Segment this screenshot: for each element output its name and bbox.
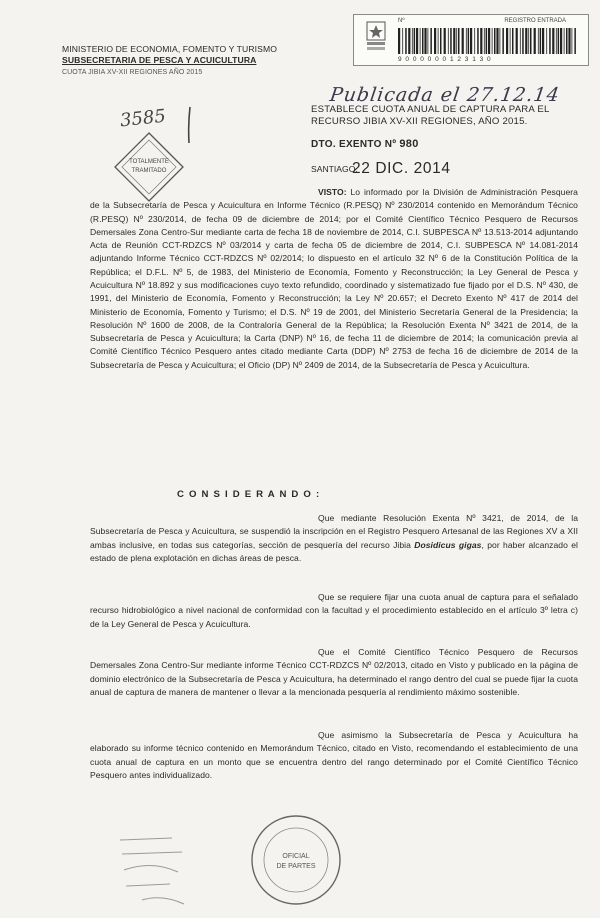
signature-icon bbox=[112, 820, 232, 910]
subsecretaria-name: SUBSECRETARIA DE PESCA Y ACUICULTURA bbox=[62, 55, 257, 65]
considerando-item-3 bbox=[90, 646, 578, 699]
decree-number: 980 bbox=[399, 138, 419, 150]
considerando-item-4 bbox=[90, 729, 578, 782]
decree-number-line bbox=[311, 138, 419, 150]
considerando-text-2: Que se requiere fijar una cuota anual de captura para el señalado recurso hidrobiológico a nivel nacional de conformidad con la facultad y el procedimiento establecido en el artículo 3º letra c) de la Ley General de Pesca y Acuicultura. bbox=[90, 592, 578, 629]
considerando-item-2 bbox=[90, 591, 578, 631]
considerando-heading: C O N S I D E R A N D O : bbox=[177, 489, 321, 500]
considerando-text-4: Que asimismo la Subsecretaría de Pesca y Acuicultura ha elaborado su informe técnico contenido en Memorándum Técnico, citado en Visto, recomendando el establecimiento de una cuota anual de captura en un monto que se encuentra dentro del rango determinado por el Comité Científico Técnico Pesquero antes individualizado. bbox=[90, 730, 578, 780]
barcode-label-right: REGISTRO ENTRADA bbox=[504, 18, 566, 24]
visto-label: VISTO: bbox=[318, 187, 347, 197]
species-name: Dosidicus gigas bbox=[414, 539, 482, 550]
decree-date: 22 DIC. 2014 bbox=[352, 160, 451, 177]
visto-paragraph bbox=[90, 186, 578, 372]
decree-label: DTO. EXENTO Nº bbox=[311, 139, 397, 150]
visto-text: Lo informado por la División de Administración Pesquera de la Subsecretaría de Pesca y Acuicultura en Informe Técnico (R.PESQ) Nº 230/2014 contenido en Memorándum Técnico (R.PESQ) Nº 230/2014, de fecha 09 de diciembre de 2014; por el Comité Científico Técnico Pesquero de Recursos Demersales Zona Centro-Sur mediante carta de fecha 18 de noviembre de 2014, C.I. SUBPESCA Nº 13.513-2014 adjuntando Acta de Reunión CCT-RDZCS Nº 03/2014 y carta de fecha 05 de diciembre de 2014, C.I. SUBPESCA Nº 14.081-2014 adjuntando Informe Técnico CCT-RDZCS Nº 02/2014; lo dispuesto en el artículo 32 Nº 6 de la Constitución Política de la República; el D.F.L. Nº 5, de 1983, del Ministerio de Economía, Fomento y Reconstrucción; la Ley General de Pesca y Acuicultura Nº 18.892 y sus modificaciones cuyo texto refundido, coordinado y sistematizado fue fijado por el D.S. Nº 430, de 1991, del Ministerio de Economía, Fomento y Reconstrucción; la Ley Nº 20.657; el Decreto Exento Nº 417 de 2014 del Ministerio de Economía, Fomento y Turismo; el D.S. Nº 19 de 2001, del Ministerio Secretaría General de la Presidencia; la Resolución Nº 1600 de 2008, de la Contraloría General de la República; la Resolución Exenta Nº 3421 de 2014, de la Subsecretaría de Pesca y Acuicultura; la Carta (DNP) Nº 16, de fecha 11 de diciembre de 2014; la comunicación previa al Comité Científico Técnico Pesquero antes citado mediante Carta (DDP) Nº 2753 de fecha 16 de diciembre de 2014 de la Subsecretaría de Pesca y Acuicultura; el Oficio (DP) Nº 2409 de 2014, de la Subsecretaría de Pesca y Acuicultura. bbox=[90, 187, 578, 370]
considerando-text-1: Que mediante Resolución Exenta Nº 3421, de 2014, de la Subsecretaría de Pesca y Acuicultura, se suspendió la inscripción en el Registro Pesquero Artesanal de las Regiones XV a XII ambas inclusive, en todas sus categorías, sección de pesquería del recurso Jibia bbox=[90, 513, 578, 550]
barcode-icon bbox=[398, 28, 578, 54]
handwritten-mark-icon bbox=[185, 105, 193, 145]
svg-text:TRAMITADO: TRAMITADO bbox=[131, 168, 167, 174]
svg-text:TOTALMENTE: TOTALMENTE bbox=[129, 159, 169, 165]
place-label: SANTIAGO, bbox=[311, 164, 358, 174]
government-seal-icon bbox=[364, 20, 388, 54]
considerando-item-1 bbox=[90, 512, 578, 565]
svg-text:OFICIAL: OFICIAL bbox=[282, 853, 310, 860]
ministry-name: MINISTERIO DE ECONOMIA, FOMENTO Y TURISMO bbox=[62, 44, 277, 54]
decree-title: ESTABLECE CUOTA ANUAL DE CAPTURA PARA EL RECURSO JIBIA XV-XII REGIONES, AÑO 2015. bbox=[311, 104, 550, 127]
oficial-de-partes-stamp-icon bbox=[248, 812, 344, 908]
handwritten-file-number: 3585 bbox=[119, 105, 167, 132]
barcode-box bbox=[353, 14, 589, 66]
considerando-text-3: Que el Comité Científico Técnico Pesquero de Recursos Demersales Zona Centro-Sur mediante informe Técnico CCT-RDZCS Nº 02/2013, citado en Visto y publicado en la página de dominio electrónico de la Subsecretaría de Pesca y Acuicultura, ha determinado el rango dentro del cual se puede fijar la cuota anual de captura de manera de mantener o llevar a la mencionada pesquería al rendimiento máximo sostenible. bbox=[90, 647, 578, 697]
barcode-number: 9 0 0 0 0 0 0 1 2 3 1 3 0 bbox=[398, 56, 492, 63]
document-reference: CUOTA JIBIA XV-XII REGIONES AÑO 2015 bbox=[62, 69, 203, 76]
considerando-text-1b: , por haber alcanzado el estado de plena explotación en dichas áreas de pesca. bbox=[90, 539, 578, 563]
barcode-label: Nº bbox=[398, 18, 405, 24]
svg-text:DE PARTES: DE PARTES bbox=[276, 863, 316, 870]
handwritten-publication-note: Publicada el 27.12.14 bbox=[328, 84, 562, 106]
